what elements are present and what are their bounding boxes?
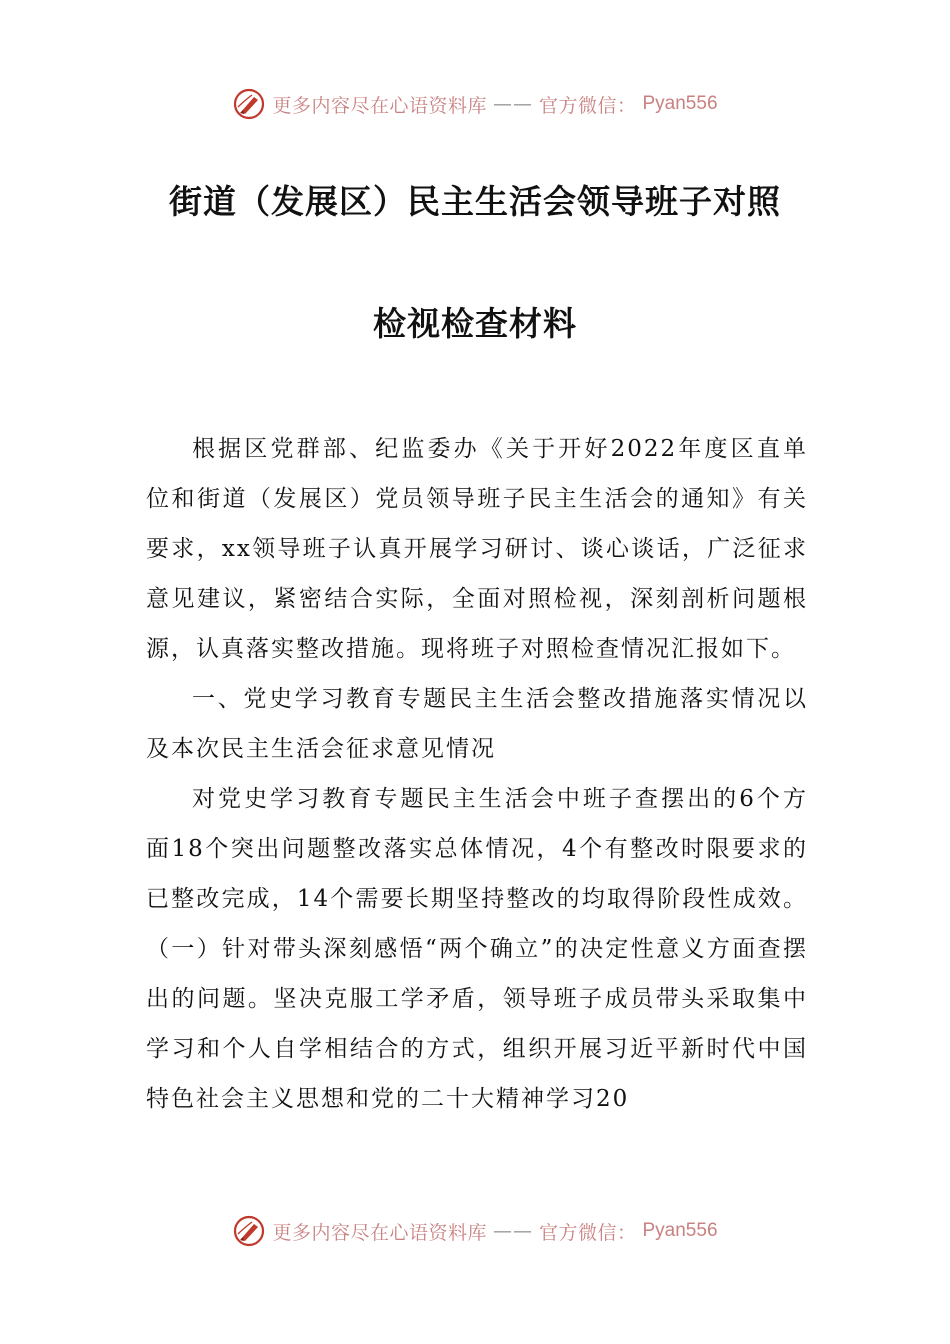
paragraph-rectification-status: 对党史学习教育专题民主生活会中班子查摆出的6个方面18个突出问题整改落实总体情况，4个有整改时限要求的已整改完成，14个需要长期坚持整改的均取得阶段性成效。（一）针对带头深刻感悟“两个确立”的决定性意义方面查摆出的问题。坚决克服工学矛盾，领导班子成员带头采取集中学习和个人自学相结合的方式，组织开展习近平新时代中国特色社会主义思想和党的二十大精神学习20 (146, 786, 808, 1112)
paragraph-intro: 根据区党群部、纪监委办《关于开好2022年度区直单位和街道（发展区）党员领导班子民主生活会的通知》有关要求，xx领导班子认真开展学习研讨、谈心谈话，广泛征求意见建议，紧密结合实际，全面对照检视，深刻剖析问题根源，认真落实整改措施。现将班子对照检查情况汇报如下。 (146, 436, 808, 662)
watermark-brand-text: 更多内容尽在心语资料库 (272, 94, 487, 117)
document-title-line-1: 街道（发展区）民主生活会领导班子对照 (169, 182, 781, 221)
watermark-contact-id: Pyan556 (642, 1220, 718, 1241)
paragraph-section-heading: 一、党史学习教育专题民主生活会整改措施落实情况以及本次民主生活会征求意见情况 (146, 686, 808, 762)
watermark-dash: —— (492, 1220, 533, 1242)
document-title-line-2: 检视检查材料 (373, 304, 577, 343)
watermark-dash: —— (492, 93, 533, 115)
pen-nib-logo-icon (232, 87, 266, 121)
pen-nib-logo-icon (232, 1214, 266, 1248)
footer-watermark (0, 1211, 950, 1251)
header-watermark (0, 84, 950, 124)
watermark-contact-id: Pyan556 (642, 93, 718, 114)
watermark-contact-label: 官方微信： (538, 1221, 637, 1244)
document-body (146, 424, 808, 1124)
watermark-brand-text: 更多内容尽在心语资料库 (272, 1221, 487, 1244)
watermark-contact-label: 官方微信： (538, 94, 637, 117)
